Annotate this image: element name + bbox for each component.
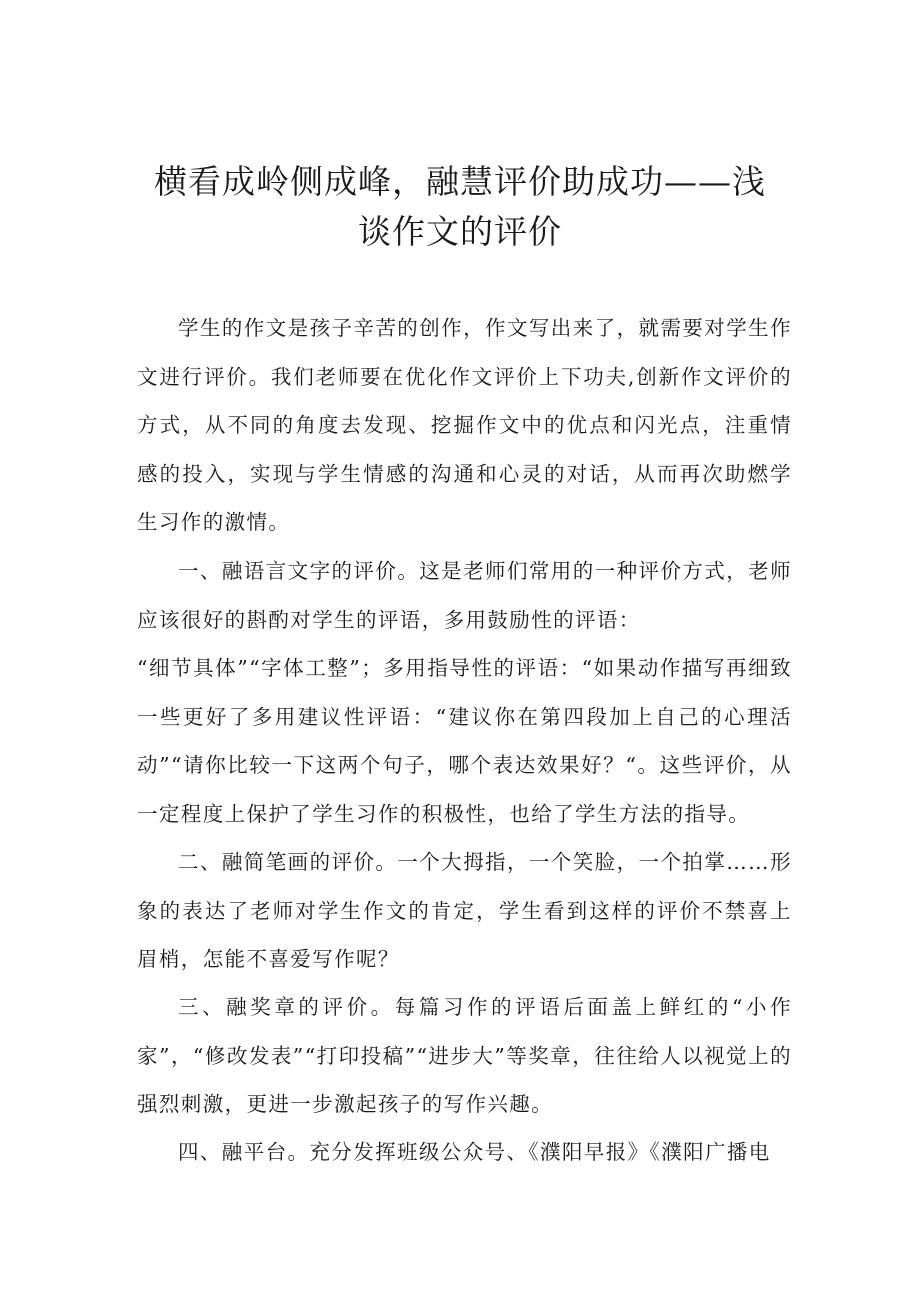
paragraph-section-4: 四、融平台。充分发挥班级公众号、《濮阳早报》《濮阳广播电 [178,1140,771,1164]
paragraph-intro: 学生的作文是孩子辛苦的创作，作文写出来了，就需要对学生作文进行评价。我们老师要在优化作文评价上下功夫,创新作文评价的方式，从不同的角度去发现、挖掘作文中的优点和闪光点，注重情感的投入，实现与学生情感的沟通和心灵的对话，从而再次助燃学生习作的激情。 [137,316,792,534]
paragraph-section-1-continued: “细节具体”“字体工整”；多用指导性的评语：“如果动作描写再细致一些更好了多用建议性评语：“建议你在第四段加上自己的心理活动”“请你比较一下这两个句子，哪个表达效果好？“。这些评价，从一定程度上保护了学生习作的积极性，也给了学生方法的指导。 [137,656,792,826]
paragraph-section-3: 三、融奖章的评价。每篇习作的评语后面盖上鲜红的“小作家”，“修改发表”“打印投稿”“进步大”等奖章，往往给人以视觉上的强烈刺激，更进一步激起孩子的写作兴趣。 [137,995,792,1116]
paragraph-section-2: 二、融简笔画的评价。一个大拇指，一个笑脸，一个拍掌……形象的表达了老师对学生作文的肯定，学生看到这样的评价不禁喜上眉梢，怎能不喜爱写作呢？ [137,850,792,971]
document-title-line-1: 横看成岭侧成峰，融慧评价助成功——浅 [154,162,766,201]
document-title-line-2: 谈作文的评价 [358,212,562,251]
paragraph-section-1: 一、融语言文字的评价。这是老师们常用的一种评价方式，老师应该很好的斟酌对学生的评语，多用鼓励性的评语： [137,559,792,632]
